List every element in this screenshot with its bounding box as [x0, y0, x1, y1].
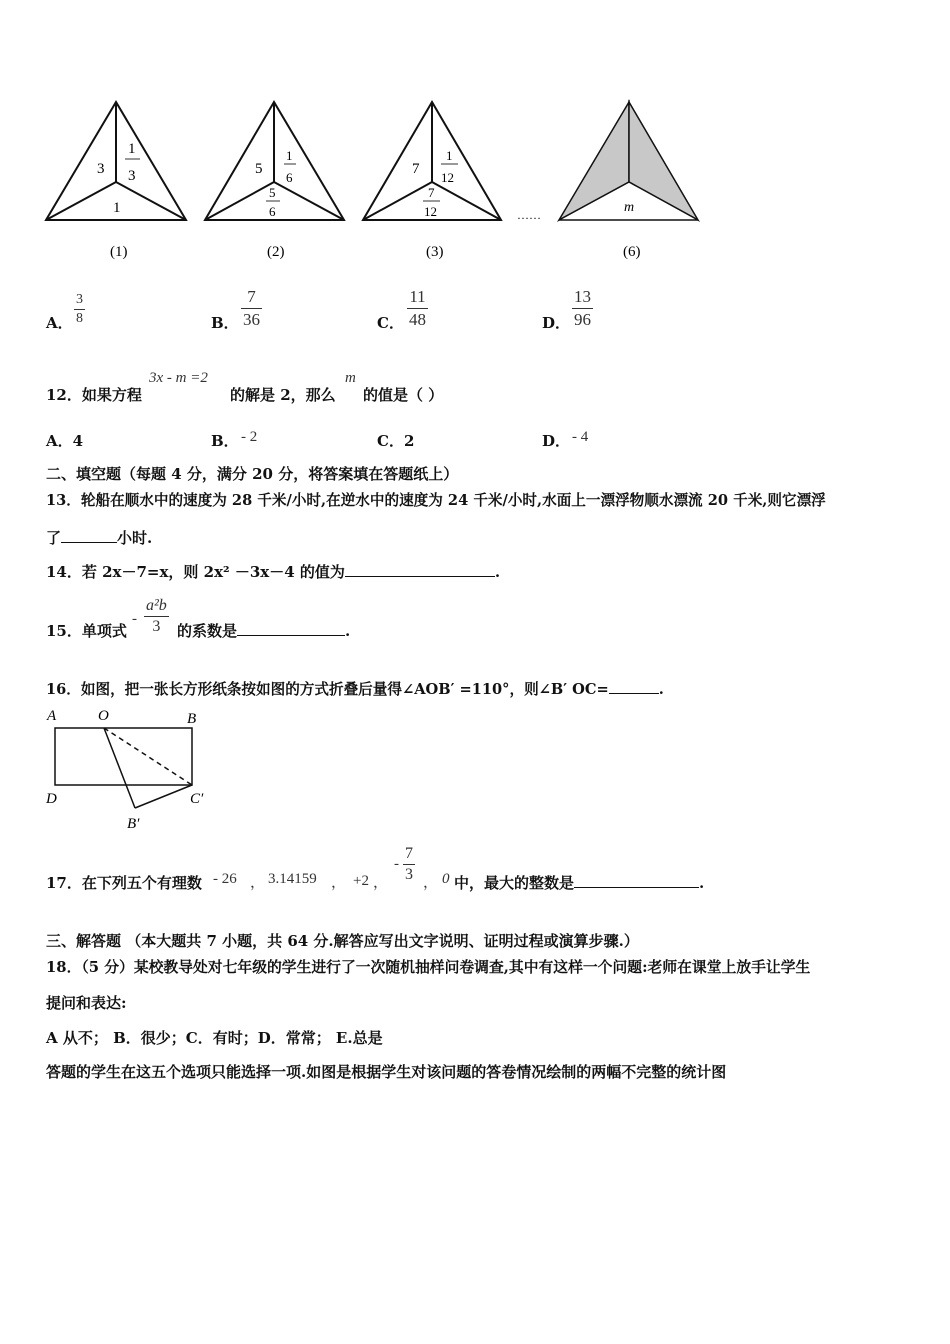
section-3-heading: 三、解答题 （本大题共 7 小题，共 64 分.解答应写出文字说明、证明过程或演算步骤.） — [46, 932, 639, 950]
q11-option-d-fraction — [572, 287, 593, 330]
q11-option-b-label: B． — [211, 314, 239, 332]
q12-option-d-label: D． — [542, 432, 571, 450]
triangle-figure-3 — [363, 102, 501, 260]
fig2-right-num: 1 — [286, 148, 293, 163]
q11-c-den: 48 — [409, 310, 426, 329]
q17-value-4-fraction — [403, 845, 415, 884]
q12-middle: 的解是 2，那么 — [230, 386, 336, 404]
q17-value-4-sign: - — [394, 856, 399, 872]
q11-a-den: 8 — [76, 311, 83, 326]
section-2-heading: 二、填空题（每题 4 分，满分 20 分，将答案填在答题纸上） — [46, 465, 459, 483]
q11-option-b-fraction — [241, 287, 262, 330]
q16-label-a: A — [47, 708, 57, 724]
q11-option-c-label: C． — [377, 314, 404, 332]
q18-line2: 提问和表达: — [46, 994, 127, 1012]
fig1-left-label: 3 — [97, 161, 105, 177]
q17-answer-blank[interactable] — [574, 873, 699, 888]
q12-equation: 3x - m =2 — [149, 370, 208, 386]
q11-b-den: 36 — [243, 310, 260, 329]
triangle-figure-2 — [205, 102, 344, 260]
q15-minus: - — [132, 611, 137, 627]
q17-v4-num: 7 — [405, 845, 413, 862]
q15-suffix: . — [345, 622, 351, 640]
q12-option-d-value: - 4 — [572, 429, 589, 445]
question-16 — [46, 678, 664, 699]
q12-option-a: A．4 — [46, 432, 84, 450]
q11-option-c-fraction — [407, 287, 428, 330]
fig1-right-den: 3 — [128, 168, 136, 184]
q11-b-num: 7 — [247, 287, 256, 306]
q13-line2-suffix: 小时. — [117, 529, 153, 547]
q17-value-3: +2 — [353, 873, 369, 889]
q11-option-d-label: D． — [542, 314, 571, 332]
q15-prefix: 15．单项式 — [46, 622, 127, 640]
fig2-caption: (2) — [267, 244, 285, 260]
q16-suffix: . — [658, 681, 664, 698]
q14-answer-blank[interactable] — [345, 562, 495, 577]
q15-den: 3 — [152, 618, 161, 635]
q18-line3: A 从不； B．很少；C．有时；D．常常； E.总是 — [46, 1029, 383, 1047]
q16-fold-figure — [40, 700, 220, 835]
figure-ellipsis: …… — [517, 208, 541, 222]
q14-suffix: . — [494, 563, 501, 581]
fig6-bottom-label: m — [624, 200, 635, 215]
q11-d-den: 96 — [574, 310, 591, 329]
q11-option-a-fraction — [74, 292, 85, 327]
q11-option-a-label: A． — [46, 314, 73, 332]
fig3-right-num: 1 — [446, 148, 453, 163]
fig2-bottom-num: 5 — [269, 185, 276, 200]
q16-label-d: D — [46, 791, 57, 807]
q15-num: a²b — [146, 597, 167, 614]
q13-answer-blank[interactable] — [61, 528, 117, 543]
q17-comma-3: ， — [373, 875, 389, 891]
triangle-figure-1 — [46, 102, 186, 260]
q12-option-b-value: - 2 — [241, 429, 258, 445]
q15-middle: 的系数是 — [177, 622, 238, 640]
q16-label-b: B — [187, 711, 197, 727]
q18-line4: 答题的学生在这五个选项只能选择一项.如图是根据学生对该问题的答卷情况绘制的两幅不完整的统计图 — [46, 1063, 727, 1081]
q12-var: m — [345, 370, 356, 386]
q15-fraction — [144, 597, 169, 636]
fig1-right-num: 1 — [128, 141, 136, 157]
q11-d-num: 13 — [574, 287, 591, 306]
q17-value-2: 3.14159 — [268, 871, 317, 887]
fig2-right-den: 6 — [286, 170, 293, 185]
q11-c-num: 11 — [409, 287, 426, 306]
q15-rest — [177, 620, 350, 641]
q17-value-5: 0 — [442, 871, 450, 887]
q17-comma-4: ， — [423, 875, 439, 891]
q17-suffix: . — [699, 874, 705, 892]
fig2-bottom-den: 6 — [269, 204, 276, 219]
q16-label-c: C′ — [190, 791, 204, 807]
fig3-bottom-num: 7 — [428, 185, 435, 200]
q17-rest — [454, 872, 704, 893]
fig3-bottom-den: 12 — [424, 204, 437, 219]
q16-label-o: O — [98, 708, 109, 724]
q18-line1: 18．（5 分）某校教导处对七年级的学生进行了一次随机抽样问卷调查,其中有这样一个问题:老师在课堂上放手让学生 — [46, 959, 811, 976]
q12-suffix: 的值是（ ） — [363, 386, 444, 404]
q11-a-num: 3 — [76, 292, 83, 307]
question-14 — [46, 561, 500, 582]
q12-option-b-label: B． — [211, 432, 239, 450]
fig3-right-den: 12 — [441, 170, 454, 185]
q17-prefix: 17．在下列五个有理数 — [46, 874, 202, 892]
q17-v4-den: 3 — [405, 866, 413, 883]
q12-option-c: C．2 — [377, 432, 415, 450]
q16-text: 16．如图，把一张长方形纸条按如图的方式折叠后量得∠AOB′ =110°，则∠B′ OC= — [46, 681, 609, 698]
q17-value-1: - 26 — [213, 871, 237, 887]
q15-answer-blank[interactable] — [237, 621, 345, 636]
q16-answer-blank[interactable] — [609, 679, 659, 694]
fig1-caption: (1) — [110, 244, 128, 260]
q17-middle: 中，最大的整数是 — [454, 874, 575, 892]
fig3-caption: (3) — [426, 244, 444, 260]
q14-prefix: 14．若 2x－7=x，则 2x² －3x－4 的值为 — [46, 563, 345, 581]
q13-line2 — [46, 527, 152, 548]
q13-line2-prefix: 了 — [46, 529, 62, 547]
q16-label-bprime: B′ — [127, 816, 140, 832]
fig2-left-label: 5 — [255, 161, 263, 177]
q17-comma-1: ， — [250, 875, 266, 891]
q17-comma-2: ， — [331, 875, 347, 891]
fig1-bottom-label: 1 — [113, 200, 121, 216]
triangle-figures — [0, 0, 950, 270]
q12-prefix: 12．如果方程 — [46, 386, 142, 404]
fig6-caption: (6) — [623, 244, 641, 260]
q13-line1: 13．轮船在顺水中的速度为 28 千米/小时,在逆水中的速度为 24 千米/小时,水面上一漂浮物顺水漂流 20 千米,则它漂浮 — [46, 492, 826, 509]
triangle-figure-6 — [559, 102, 698, 260]
fig3-left-label: 7 — [412, 161, 420, 177]
